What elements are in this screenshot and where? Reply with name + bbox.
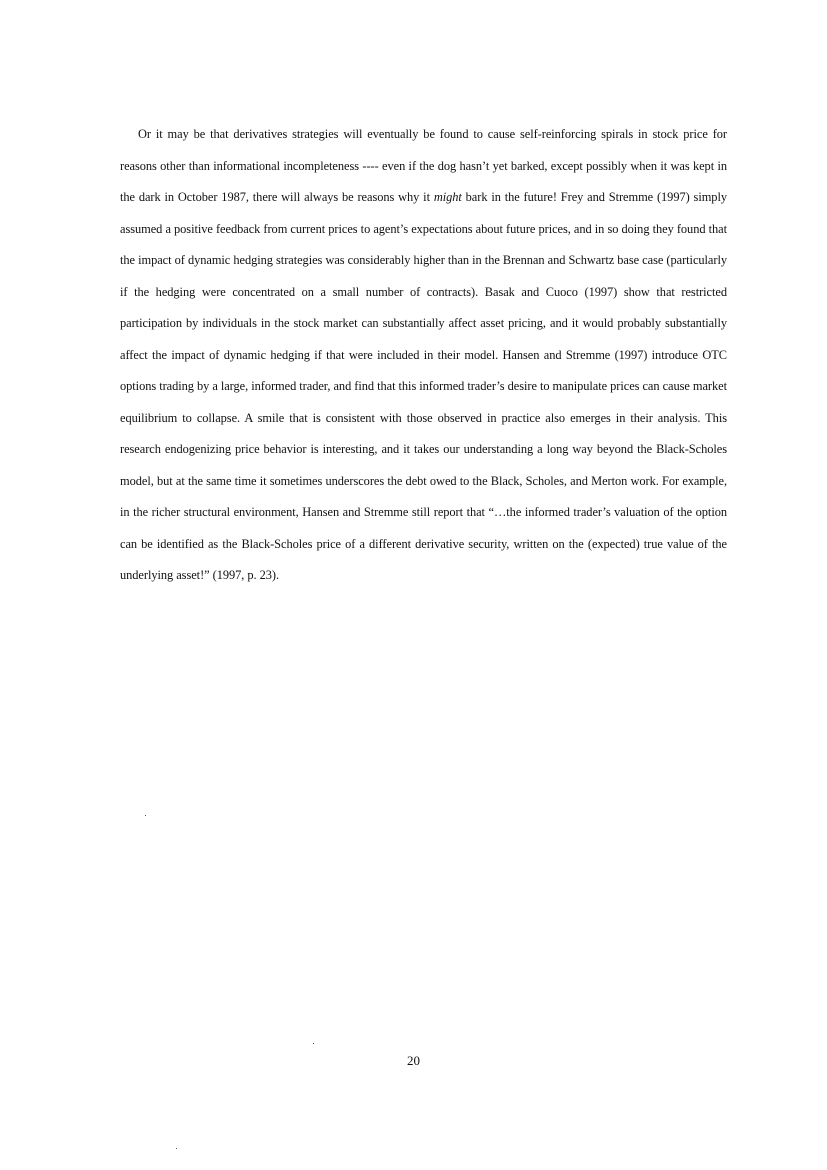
scan-speck <box>145 815 146 816</box>
scan-speck <box>176 1148 177 1149</box>
paragraph-text-part-1: Or it may be that derivatives strategies will eventually be found to cause self-reinforcing spirals in stock price for reasons other than informational incompleteness ---- even if the dog hasn’t yet barked, except possibly when it was kept in the dark in October 1987, there will always be reasons why it <box>120 127 727 204</box>
paragraph-text-part-2: bark in the future! Frey and Stremme (1997) simply assumed a positive feedback from current prices to agent’s expectations about future prices, and in so doing they found that the impact of dynamic hedging strategies was considerably higher than in the Brennan and Schwartz base case (particularly if the hedging were concentrated on a small number of contracts). Basak and Cuoco (1997) show that restricted participation by individuals in the stock market can substantially affect asset pricing, and it would probably substantially affect the impact of dynamic hedging if that were included in their model. Hansen and Stremme (1997) introduce OTC options trading by a large, informed trader, and find that this informed trader’s desire to manipulate prices can cause market equilibrium to collapse. A smile that is consistent with those observed in practice also emerges in their analysis. This research endogenizing price behavior is interesting, and it takes our understanding a long way beyond the Black-Scholes model, but at the same time it sometimes underscores the debt owed to the Black, Scholes, and Merton work. For example, in the richer structural environment, Hansen and Stremme still report that “…the informed trader’s valuation of the option can be identified as the Black-Scholes price of a different derivative security, written on the (expected) true value of the underlying asset!” (1997, p. 23). <box>120 190 727 582</box>
emphasized-word: might <box>433 190 462 204</box>
page-number: 20 <box>407 1053 420 1068</box>
scan-speck <box>313 1043 314 1044</box>
body-paragraph <box>120 119 727 592</box>
